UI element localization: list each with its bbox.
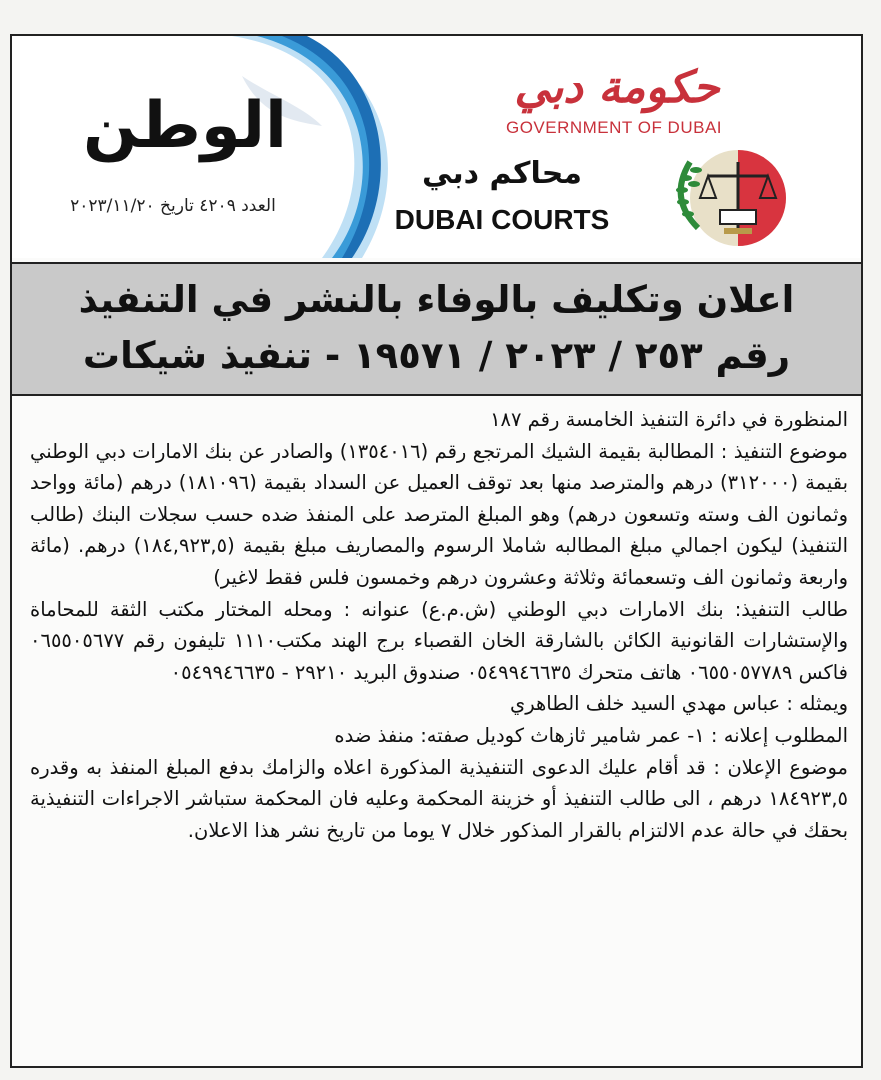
issue-number-date: العدد ٤٢٠٩ تاريخ ٢٠٢٣/١١/٢٠ xyxy=(70,196,276,216)
execution-subject-paragraph: موضوع التنفيذ : المطالبة بقيمة الشيك المرتجع رقم (١٣٥٤٠١٦) والصادر عن بنك الامارات دبي الوطني بقيمة (٣١٢٠٠٠) درهم والمترصد منها بعد توقف العميل عن السداد بقيمة (١٨١٠٩٦) درهم (مائة وواحد وثمانون الف وسته وتسعون درهم) وهو المبلغ المترصد على المنفذ ضده حسب سجلات البنك (طالب التنفيذ) ليكون اجمالي مبلغ المطالبه شاملا الرسوم والمصاريف مبلغ بقيمة (١٨٤,٩٢٣,٥) درهم. (مائة واربعة وثمانون الف وتسعمائة وثلاثة وعشرون درهم وخمسون فلس فقط لاغير) xyxy=(30,439,848,589)
dubai-courts-arabic: محاكم دبي xyxy=(422,156,582,191)
notice-subject-paragraph: موضوع الإعلان : قد أقام عليك الدعوى التنفيذية المذكورة اعلاه والزامك بدفع المبلغ المنفذ به وقدره ١٨٤٩٢٣,٥ درهم ، الى طالب التنفيذ أو خزينة المحكمة وعليه فان المحكمة ستباشر الاجراءات التنفيذية بحقك في حالة عدم الالتزام بالقرار المذكور خلال ٧ يوما من تاريخ نشر هذا الاعلان. xyxy=(30,755,848,842)
dubai-courts-emblem-icon xyxy=(628,148,818,248)
header xyxy=(12,36,861,258)
announcement-title-band xyxy=(12,262,861,396)
government-of-dubai-english: GOVERNMENT OF DUBAI xyxy=(505,118,723,137)
government-of-dubai-arabic: حكومة دبي xyxy=(514,62,720,113)
dubai-courts-english: DUBAI COURTS xyxy=(394,204,610,235)
newspaper-logo: الوطن xyxy=(83,89,287,163)
announcement-title: اعلان وتكليف بالوفاء بالنشر في التنفيذ xyxy=(78,278,795,321)
execution-circuit-paragraph: المنظورة في دائرة التنفيذ الخامسة رقم ١٨٧ xyxy=(490,408,848,431)
execution-requester-paragraph: طالب التنفيذ: بنك الامارات دبي الوطني (ش.م.ع) عنوانه : ومحله المختار مكتب الثقة للمحاماة والإستشارات القانونية الكائن بالشارقة الخان القصباء برج الهند مكتب١١١٠ تليفون رقم ٠٦٥٥٠٥٦٧٧ فاكس ٠٦٥٥٠٥٧٧٨٩ هاتف متحرك ٠٥٤٩٩٤٦٦٣٥ صندوق البريد ٢٩٢١٠ - ٠٥٤٩٩٤٦٦٣٥ xyxy=(30,597,848,684)
notified-party-paragraph: المطلوب إعلانه : ١- عمر شامير ثازهاث كوديل صفته: منفذ ضده xyxy=(334,723,848,747)
representative-paragraph: ويمثله : عباس مهدي السيد خلف الطاهري xyxy=(509,692,848,716)
announcement-frame xyxy=(10,34,863,1068)
announcement-body xyxy=(30,404,848,1058)
case-number-title: رقم ٢٥٣ / ٢٠٢٣ / ١٩٥٧١ - تنفيذ شيكات xyxy=(82,334,791,377)
